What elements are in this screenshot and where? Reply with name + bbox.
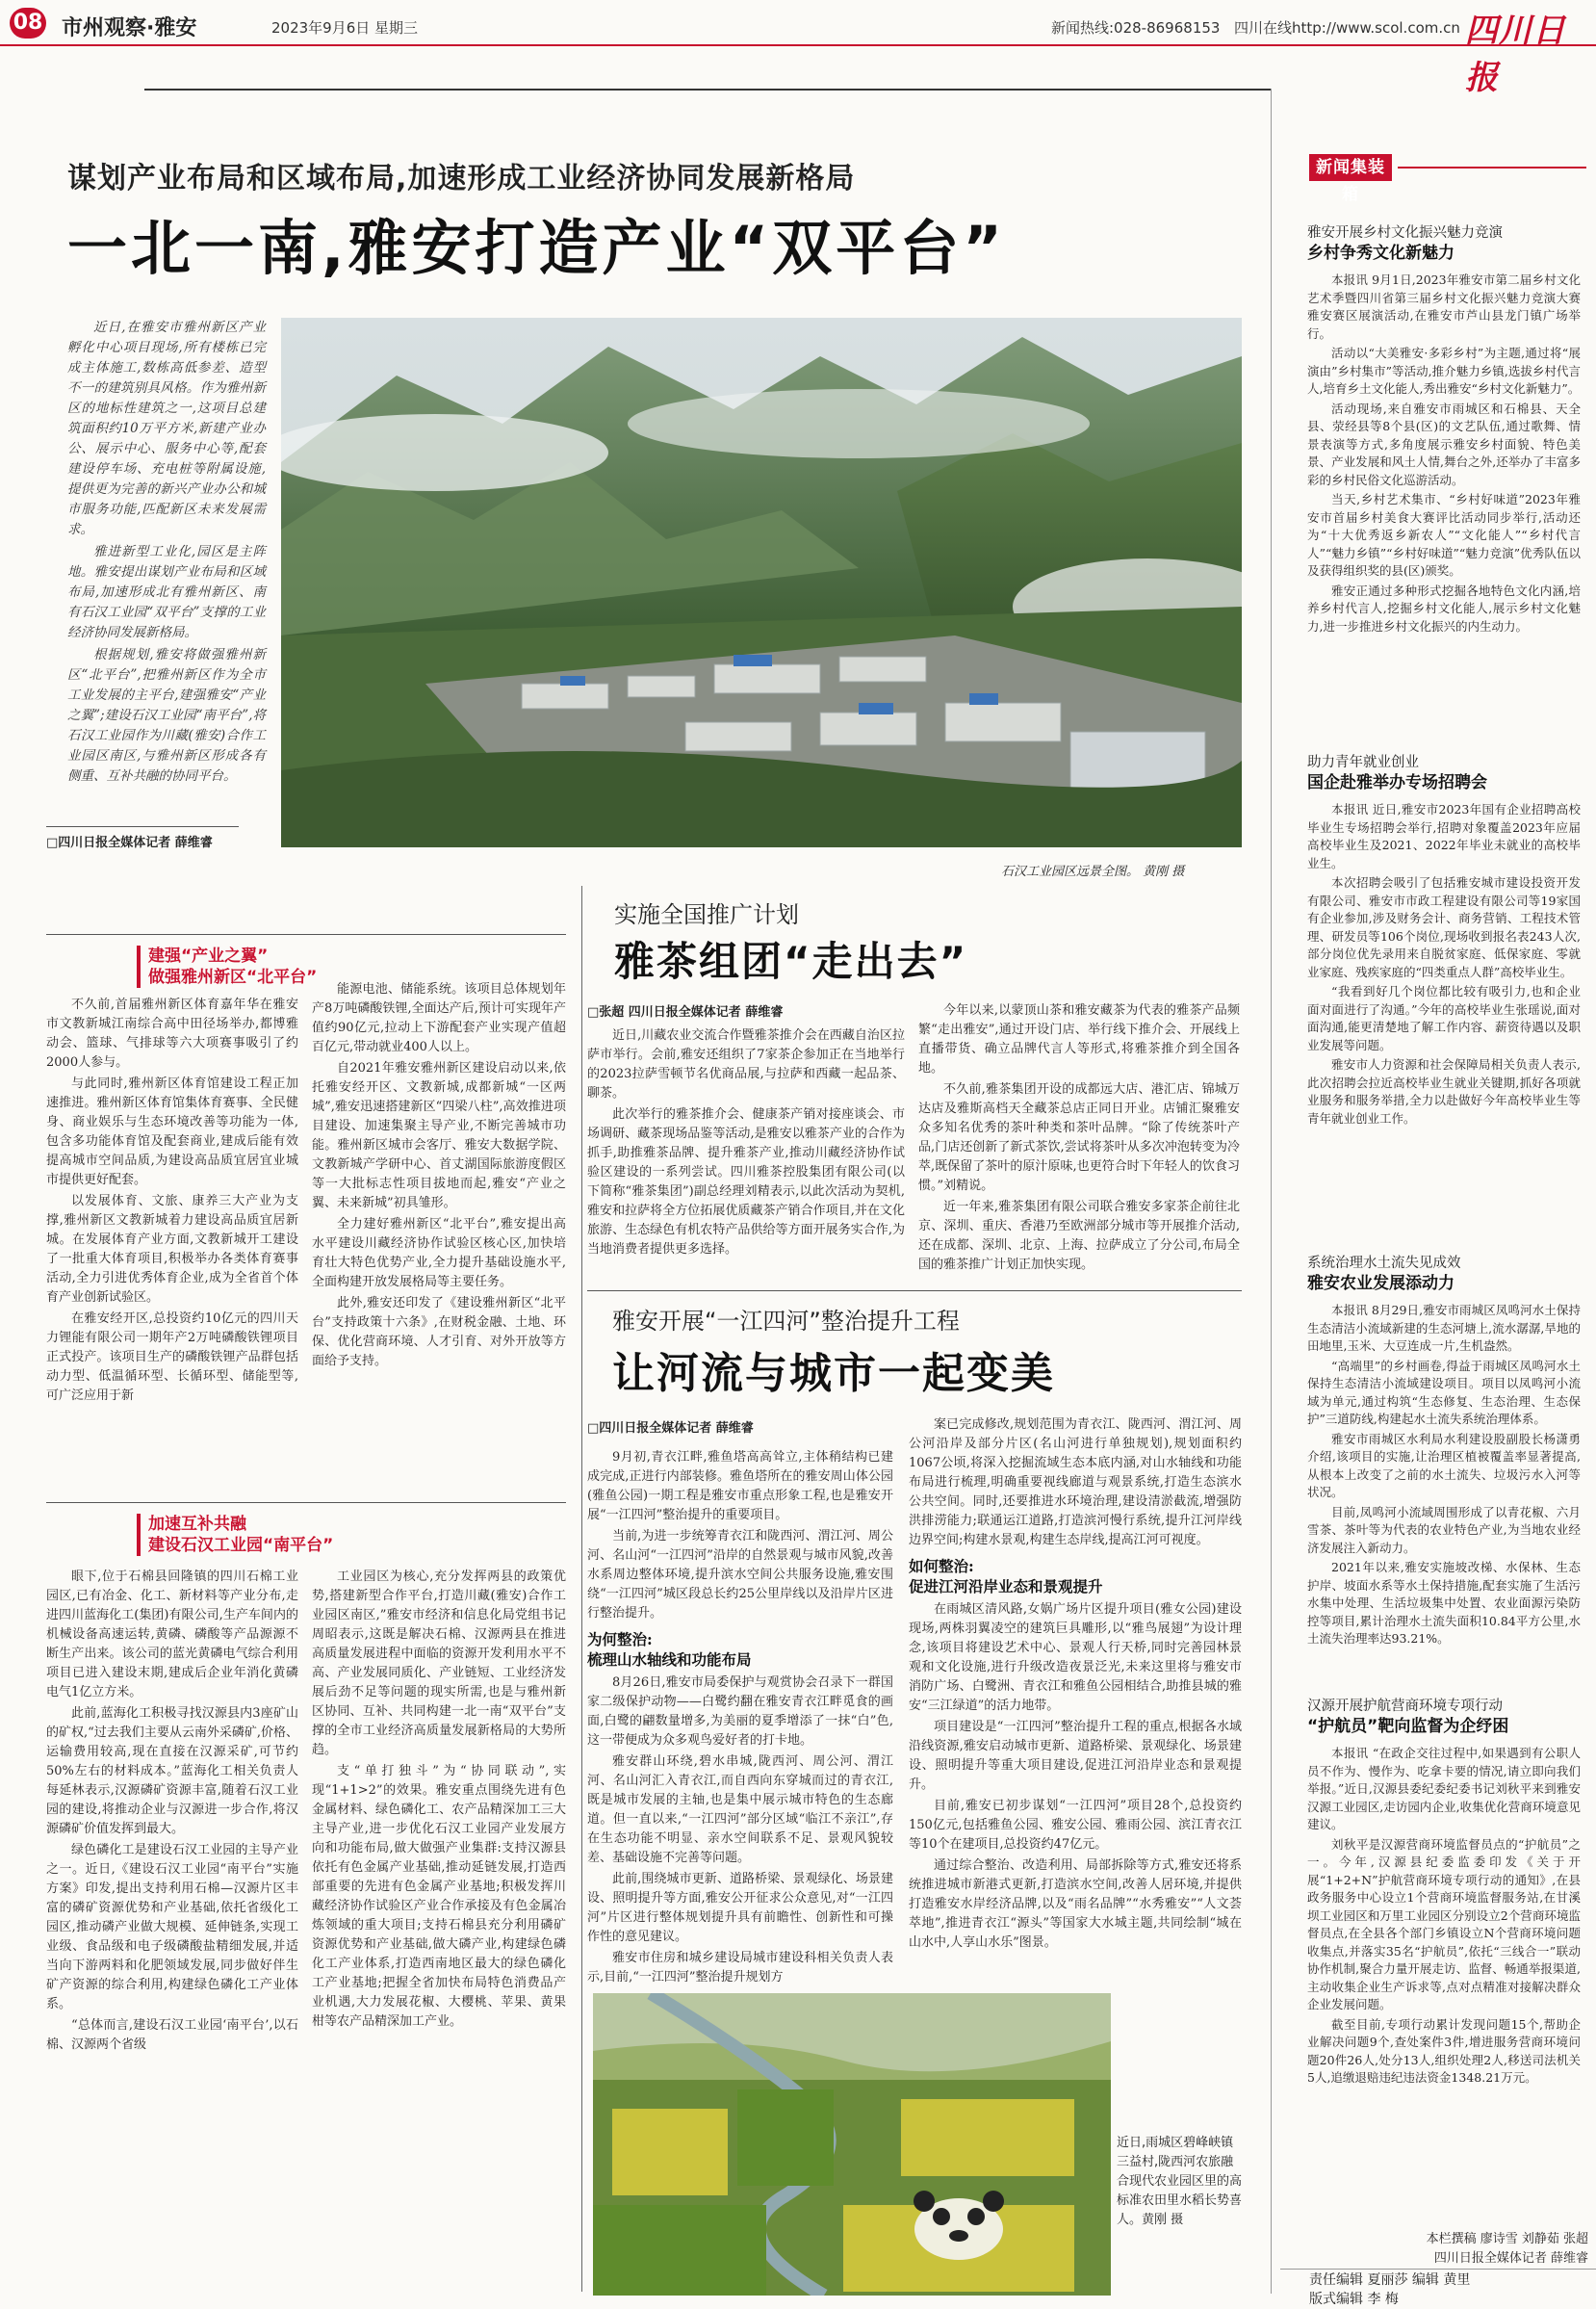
subhead-line: 加速互补共融 [148, 1515, 246, 1534]
sidebar-news-1 [1307, 223, 1581, 637]
paragraph: 在雅安经开区,总投资约10亿元的四川天力锂能有限公司一期年产2万吨磷酸铁锂项目正式投产。该项目生产的磷酸铁锂产品群包括动力型、低温循环型、长循环型、储能型等,可广泛应用于新 [46, 1311, 298, 1403]
tea-column-2 [918, 1001, 1240, 1277]
page-header [0, 0, 1596, 97]
main-column-1 [46, 996, 298, 1408]
paragraph: 支“单打独斗”为“协同联动”,实现“1+1>2”的效果。雅安重点围绕先进有色金属材料、绿色磷化工、农产品精深加工三大主导产业,进一步优化石汉工业园产业发展方向和功能布局,做大做强产业集群:支持汉源县依托有色金属产业基础,推动延链发展,打造西部重要的先进有色金属产业基地;积极发挥川藏经济协作试验区产业合作承接及有色金属冶炼领域的重大项目;支持石棉县充分利用磷矿资源优势和产业基础,做大磷产业,构建绿色磷化工产业体系,打造西南地区最大的绿色磷化工产业基地;把握全省加快布局特色消费品产业机遇,大力发展花椒、大樱桃、苹果、黄果柑等农产品精深加工产业。 [312, 1764, 566, 2029]
website-link[interactable]: 四川在线http://www.scol.com.cn [1234, 19, 1460, 37]
paragraph: 雅安市人力资源和社会保障局相关负责人表示,此次招聘会拉近高校毕业生就业关键期,抓好各项就业服务和服务举措,全力以赴做好今年高校毕业生等青年就业创业工作。 [1307, 1057, 1581, 1126]
news-subtitle: 雅安开展乡村文化振兴魅力竞演 [1307, 225, 1503, 241]
river-photo-caption: 近日,雨城区碧峰峡镇三益村,陇西河农旅融合现代农业园区里的高标准农田里水稻长势喜人。黄刚 摄 [1117, 2136, 1243, 2227]
tea-column-1 [587, 1026, 905, 1261]
editor-credits [1309, 2270, 1470, 2309]
news-title: 国企赴雅举办专场招聘会 [1307, 773, 1487, 792]
credit-line: 四川日报全媒体记者 薛维睿 [1433, 2251, 1588, 2266]
badge-label: 新闻集装箱 [1309, 154, 1392, 181]
main-lead [67, 318, 266, 789]
news-hotline: 新闻热线:028-86968153 [1051, 19, 1221, 37]
sidebar-news-4 [1307, 1697, 1581, 2089]
tea-byline: □张超 四川日报全媒体记者 薛维睿 [587, 1005, 784, 1020]
paragraph: 雅安市住房和城乡建设局城市建设科相关负责人表示,目前,“一江四河”整治提升规划方 [587, 1951, 893, 1985]
river-headline: 让河流与城市一起变美 [612, 1349, 1055, 1398]
credit-line: 本栏撰稿 廖诗雪 刘静茹 张超 [1426, 2232, 1588, 2246]
photo-caption: 石汉工业园区远景全图。 黄刚 摄 [1001, 865, 1185, 879]
lead-paragraph: 雅进新型工业化,园区是主阵地。雅安提出谋划产业布局和区域布局,加速形成北有雅州新区、南有石汉工业园“双平台”支撑的工业经济协同发展新格局。 [67, 544, 266, 640]
news-subtitle: 助力青年就业创业 [1307, 755, 1419, 770]
paragraph: 此前,蓝海化工积极寻找汉源县内3座矿山的矿权,“过去我们主要从云南外采磷矿,价格、运输费用较高,现在直接在汉源采矿,可节约50%左右的材料成本。”蓝海化工相关负责人每延林表示,汉源磷矿资源丰富,随着石汉工业园的建设,将推动企业与汉源进一步合作,将汉源磷矿价值发挥到最大。 [46, 1706, 298, 1836]
paragraph: 工业园区为核心,充分发挥两县的政策优势,搭建新型合作平台,打造川藏(雅安)合作工业园区南区,”雅安市经济和信息化局党组书记周昭表示,这既是解决石棉、汉源两县在推进高质量发展进程中面临的资源开发利用水平不高、产业发展同质化、产业链短、工业经济发展后劲不足等问题的现实所需,也是与雅州新区协同、互补、共同构建一北一南“双平台”支撑的全市工业经济高质量发展新格局的大势所趋。 [312, 1570, 566, 1757]
issue-date: 2023年9月6日 星期三 [271, 19, 419, 37]
paragraph: 雅安正通过多种形式挖掘各地特色文化内涵,培养乡村代言人,挖掘乡村文化能人,展示乡村文化魅力,进一步推进乡村文化振兴的内生动力。 [1307, 583, 1581, 634]
subhead-line: 为何整治: [587, 1630, 653, 1648]
subhead-line: 如何整治: [909, 1557, 974, 1575]
lead-paragraph: 根据规划,雅安将做强雅州新区“北平台”,把雅州新区作为全市工业发展的主平台,建强雅安“产业之翼”;建设石汉工业园“南平台”,将石汉工业园作为川藏(雅安)合作工业园区南区,与雅州新区形成各有侧重、互补共融的协同平台。 [67, 647, 266, 784]
tea-headline: 雅茶组团“走出去” [614, 938, 968, 985]
river-column-1 [587, 1448, 893, 1989]
paragraph: 目前,雅安已初步谋划“一江四河”项目28个,总投资约150亿元,包括雅鱼公园、雅安公园、雅雨公园、滨江青衣江等10个在建项目,总投资约47亿元。 [909, 1799, 1242, 1852]
main-column-2 [312, 980, 566, 1373]
paragraph: 项目建设是“一江四河”整治提升工程的重点,根据各水域沿线资源,雅安启动城市更新、道路桥梁、景观绿化、场景建设、照明提升等重大项目建设,促进江河沿岸业态和景观提升。 [909, 1720, 1242, 1792]
main-column-3 [46, 1568, 298, 2057]
news-title: 雅安农业发展添动力 [1307, 1274, 1454, 1293]
paragraph: 不久前,雅茶集团开设的成都远大店、港汇店、锦城万达店及雅斯高档天全藏茶总店正同日开业。店铺汇聚雅安众多知名优秀的茶叶种类和茶叶品牌。“除了传统茶叶产品,门店还创新了新式茶饮,尝试将茶叶从多次冲泡转变为冷萃,既保留了茶叶的原汁原味,也更符合时下年轻人的饮食习惯。”刘精说。 [918, 1082, 1240, 1193]
river-column-2 [909, 1415, 1242, 1955]
paragraph: 此次举行的雅茶推介会、健康茶产销对接座谈会、市场调研、藏茶现场品鉴等活动,是雅安以雅茶产业的合作为抓手,助推雅茶品牌、提升雅茶产业,推动川藏经济协作试验区建设的一系列尝试。四川雅茶控股集团有限公司(以下简称“雅茶集团”)副总经理刘精表示,以此次活动为契机,雅安和拉萨将全方位拓展优质藏茶产销合作项目,并在文化旅游、生态绿色有机农特产品供给等方面开展务实合作,为当地消费者提供更多选择。 [587, 1107, 905, 1257]
lead-paragraph: 近日,在雅安市雅州新区产业孵化中心项目现场,所有楼栋已完成主体施工,数栋高低参差、造型不一的建筑别具风格。作为雅州新区的地标性建筑之一,这项目总建筑面积约10万平方米,新建产业办公、展示中心、服务中心等,配套建设停车场、充电桩等附属设施,提供更为完善的新兴产业办公和城市服务功能,匹配新区未来发展需求。 [67, 320, 266, 537]
sidebar-news-2 [1307, 753, 1581, 1129]
paragraph: 今年以来,以蒙顶山茶和雅安藏茶为代表的雅茶产品频繁“走出雅安”,通过开设门店、举行线下推介会、开展线上直播带货、确立品牌代言人等形式,将雅茶推介到全国各地。 [918, 1003, 1240, 1076]
main-byline: □四川日报全媒体记者 薛维睿 [46, 836, 213, 850]
paragraph: 在雨城区清风路,女娲广场片区提升项目(雅女公园)建设现场,两株羽翼凌空的建筑巨具雕形,以“雅鸟展翅”为设计理念,该项目将建设艺术中心、景观人行天桥,同时完善园林景观和文化设施,进行升级改造夜景泛光,未来这里将与雅安市消防广场、白鹭洲、青衣江和雅鱼公园相结合,助推县城的雅安“三江绿道”的活力地带。 [909, 1602, 1242, 1713]
paragraph: 自2021年雅安雅州新区建设启动以来,依托雅安经开区、文教新城,成都新城“一区两城”,雅安迅速搭建新区“四梁八柱”,高效推进项目建设、加速集聚主导产业,不断完善城市功能。雅州新区城市会客厅、雅安大数据学院、文教新城产学研中心、首丈湖国际旅游度假区等一大批标志性项目拔地而起,雅安“产业之翼、未来新城”初具雏形。 [312, 1061, 566, 1210]
editor-line: 版式编辑 李 梅 [1309, 2292, 1399, 2307]
paragraph: 活动现场,来自雅安市雨城区和石棉县、天全县、荥经县等8个县(区)的文艺队伍,通过歌舞、情景表演等方式,多角度展示雅安乡村面貌、特色美景、产业发展和风土人情,舞台之外,还举办了丰富多彩的乡村民俗文化巡游活动。 [1307, 401, 1581, 487]
paragraph: 本报讯 近日,雅安市2023年国有企业招聘高校毕业生专场招聘会举行,招聘对象覆盖2023年应届高校毕业生及2021、2022年毕业未就业的高校毕业生。 [1307, 802, 1581, 870]
paragraph: 当天,乡村艺术集市、“乡村好味道”2023年雅安市首届乡村美食大赛评比活动同步举行,活动还为“十大优秀返乡新农人”“文化能人”“乡村代言人”“魅力乡镇”“乡村好味道”“魅力竞演”优秀队伍以及获得组织奖的县(区)颁奖。 [1307, 492, 1581, 578]
industrial-park-photo [281, 318, 1242, 847]
paragraph: 活动以“大美雅安·多彩乡村”为主题,通过将“展演由”乡村集市”等活动,推介魅力乡镇,选拔乡村代言人,培育乡土文化能人,秀出雅安“乡村文化新魅力”。 [1307, 346, 1581, 396]
paragraph: 2021年以来,雅安实施坡改梯、水保林、生态护岸、坡面水系等水土保持措施,配套实施了生活污水集中处理、生活垃圾集中处置、农业面源污染防控等项目,累计治理水土流失面积10.84平方公里,水土流失治理率达93.21%。 [1307, 1560, 1581, 1646]
news-subtitle: 汉源开展护航营商环境专项行动 [1307, 1699, 1503, 1714]
paragraph: 本次招聘会吸引了包括雅安城市建设投资开发有限公司、雅安市市政工程建设有限公司等19家国有企业参加,涉及财务会计、商务营销、工程技术管理、研发员等106个岗位,现场收到报名表243人次,部分岗位优先录用来自脱贫家庭、低保家庭、零就业家庭、残疾家庭的“四类重点人群”高校毕业生。 [1307, 875, 1581, 979]
paragraph: 此外,雅安还印发了《建设雅州新区“北平台”支持政策十六条》,在财税金融、土地、环保、优化营商环境、人才引育、对外开放等方面给予支持。 [312, 1296, 566, 1368]
paragraph: 当前,为进一步统筹青衣江和陇西河、渭江河、周公河、名山河“一江四河”沿岸的自然景观与城市风貌,改善水系周边整体环境,提升滨水空间公共服务设施,雅安围绕“一江四河”城区段总长约25公里岸线以及沿岸片区进行整治提升。 [587, 1529, 893, 1621]
news-title: “护航员”靶向监督为企纾困 [1307, 1717, 1509, 1736]
river-byline: □四川日报全媒体记者 薛维睿 [587, 1421, 754, 1436]
sidebar-news-3 [1307, 1254, 1581, 1650]
paragraph: “我看到好几个岗位都比较有吸引力,也和企业面对面进行了沟通。”今年的高校毕业生张瑶说,面对面沟通,能更清楚地了解工作内容、薪资待遇以及职业发展等问题。 [1307, 984, 1581, 1052]
newspaper-logo: 四川日报 [1465, 12, 1566, 97]
section-name: 市州观察·雅安 [62, 16, 197, 40]
editor-line: 责任编辑 夏丽莎 编辑 黄里 [1309, 2272, 1471, 2288]
farmland-river-photo [593, 1993, 1111, 2296]
paragraph: 案已完成修改,规划范围为青衣江、陇西河、渭江河、周公河沿岸及部分片区(名山河进行单独规划),规划面积约1067公顷,将深入挖掘流域生态本底内涵,对山水轴线和功能布局进行梳理,明确重要视线廊道与观景系统,打造生态滨水公共空间。同时,还要推进水环境治理,建设清淤截流,增强防洪排涝能力;联通运江道路,打造滨河慢行系统,提升江河岸线边界空间;构建水景观,构建生态岸线,提高江河可视度。 [909, 1417, 1242, 1547]
paragraph: 雅安群山环绕,碧水串城,陇西河、周公河、渭江河、名山河汇入青衣江,而自西向东穿城而过的青衣江,既是城市发展的主轴,也是集中展示城市特色的生态廊道。但一直以来,“一江四河”部分区域“临江不亲江”,存在生态功能不明显、亲水空间联系不足、景观风貌较差、基础设施不完善等问题。 [587, 1754, 893, 1865]
subhead-line: 建强“产业之翼” [148, 947, 269, 966]
paragraph: 近一年来,雅茶集团有限公司联合雅安多家茶企前往北京、深圳、重庆、香港乃至欧洲部分城市等开展推介活动,还在成都、深圳、北京、上海、拉萨成立了分公司,布局全国的雅茶推广计划正加快实现。 [918, 1200, 1240, 1272]
paragraph: 8月26日,雅安市局委保护与观赏协会召录下一群国家二级保护动物——白鹭约翻在雅安青衣江畔觅食的画面,白鹭的翩数量增多,为美丽的夏季增添了一抹“白”色,这一带便成为众多观鸟爱好者的打卡地。 [587, 1675, 893, 1748]
subhead-line: 促进江河沿岸业态和景观提升 [909, 1577, 1103, 1596]
paragraph: 刘秋平是汉源营商环境监督员点的“护航员”之一。今年,汉源县纪委监委印发《关于开展“1+2+N”护航营商环境专项行动的通知》,在县政务服务中心设立1个营商环境监督服务站,在甘溪坝工业园区和万里工业园区分别设立2个营商环境监督员点,在全县各个部门乡镇设立N个营商环境问题收集点,并落实35名“护航员”,依托“三线合一”联动协作机制,聚合力量开展走访、监督、畅通举报渠道,主动收集企业生产诉求等,点对点精准对接解决群众企业发展问题。 [1307, 1836, 1581, 2011]
paragraph: 雅安市雨城区水利局水利建设股副股长杨潇勇介绍,该项目的实施,让治理区植被覆盖率显著提高,从根本上改变了之前的水土流失、垃圾污水入河等状况。 [1307, 1431, 1581, 1499]
paragraph: 此前,围绕城市更新、道路桥梁、景观绿化、场景建设、照明提升等方面,雅安公开征求公众意见,对“一江四河”片区进行整体规划提升具有前瞻性、创新性和可操作性的意见建议。 [587, 1872, 893, 1944]
main-column-4 [312, 1568, 566, 2034]
paragraph: 以发展体育、文旅、康养三大产业为支撑,雅州新区文教新城着力建设高品质宜居新城。在发展体育产业方面,文教新城开工建设了一批重大体育项目,积极举办各类体育赛事活动,全力引进优秀体育企业,成为全省首个体育产业创新试验区。 [46, 1194, 298, 1305]
tea-kicker: 实施全国推广计划 [614, 901, 799, 928]
paragraph: “高端里”的乡村画卷,得益于雨城区凤鸣河水土保持生态清洁小流域建设项目。项目以凤鸣河小流域为单元,通过构筑“生态修复、生态治理、生态保护”三道防线,构建起水土流失系统治理体系。 [1307, 1358, 1581, 1426]
paragraph: 近日,川藏农业交流合作暨雅茶推介会在西藏自治区拉萨市举行。会前,雅安还组织了7家茶企参加正在当地举行的2023拉萨雪顿节名优商品展,与拉萨和西藏一起品茶、聊茶。 [587, 1028, 905, 1101]
main-headline: 一北一南,雅安打造产业“双平台” [67, 213, 1007, 283]
paragraph: 能源电池、储能系统。该项目总体规划年产8万吨磷酸铁锂,全面达产后,预计可实现年产值约90亿元,拉动上下游配套产业实现产值超百亿元,带动就业400人以上。 [312, 982, 566, 1054]
river-subhead-how [909, 1556, 1242, 1596]
paragraph: 全力建好雅州新区“北平台”,雅安提出高水平建设川藏经济协作试验区核心区,加快培育壮大特色优势产业,全力提升基础设施水平,全面构建开放发展格局等主要任务。 [312, 1217, 566, 1289]
paragraph: 与此同时,雅州新区体育馆建设工程正加速推进。雅州新区体育馆集体育赛事、全民健身、商业娱乐与生态环境改善等功能为一体,包含多功能体育馆及配套商业,建成后能有效提高城市空间品质,为建设高品质宜居宜业城市提供更好配套。 [46, 1077, 298, 1187]
news-subtitle: 系统治理水土流失见成效 [1307, 1256, 1461, 1271]
river-subhead-why [587, 1629, 893, 1670]
sidebar-credits [1357, 2230, 1588, 2269]
subhead-south-platform [137, 1514, 483, 1556]
page-number: 08 [10, 8, 46, 39]
main-kicker: 谋划产业布局和区域布局,加速形成工业经济协同发展新格局 [67, 162, 856, 195]
paragraph: “总体而言,建设石汉工业园‘南平台’,以石棉、汉源两个省级 [46, 2018, 298, 2052]
news-box-badge [1309, 154, 1594, 204]
subhead-line: 做强雅州新区“北平台” [148, 968, 318, 987]
subhead-line: 梳理山水轴线和功能布局 [587, 1650, 752, 1669]
paragraph: 绿色磷化工是建设石汉工业园的主导产业之一。近日,《建设石汉工业园“南平台”实施方案》印发,提出支持利用石棉—汉源片区丰富的磷矿资源优势和产业基础,依托省级化工园区,推动磷产业做大规模、延伸链条,实现工业级、食品级和电子级磷酸盐精细发展,并适当向下游两料和化肥领域发展,同步做好伴生矿产资源的综合利用,构建绿色磷化工产业体系。 [46, 1843, 298, 2011]
paragraph: 截至目前,专项行动累计发现问题15个,帮助企业解决问题9个,查处案件3件,增进服务营商环境问题20件26人,处分13人,组织处理2人,移送司法机关5人,追缴退赔违纪违法资金1348.21万元。 [1307, 2016, 1581, 2085]
subhead-line: 建设石汉工业园“南平台” [148, 1536, 334, 1555]
paragraph: 本报讯 “在政企交往过程中,如果遇到有公职人员不作为、慢作为、吃拿卡要的情况,请立即向我们举报。”近日,汉源县委纪委纪委书记刘秋平来到雅安汉源工业园区,走访园内企业,收集优化营商环境意见建议。 [1307, 1746, 1581, 1831]
river-kicker: 雅安开展“一江四河”整治提升工程 [612, 1308, 960, 1335]
paragraph: 本报讯 8月29日,雅安市雨城区凤鸣河水土保持生态清洁小流域新建的生态河塘上,流水潺潺,旱地的田地里,玉米、大豆连成一片,生机盎然。 [1307, 1303, 1581, 1353]
paragraph: 9月初,青衣江畔,雅鱼塔高高耸立,主体稍结构已建成完成,正进行内部装修。雅鱼塔所在的雅安周山体公园(雅鱼公园)一期工程是雅安市重点形象工程,也是雅安开展“一江四河”整治提升的重要项目。 [587, 1450, 893, 1522]
news-title: 乡村争秀文化新魅力 [1307, 244, 1454, 263]
paragraph: 本报讯 9月1日,2023年雅安市第二届乡村文化艺术季暨四川省第三届乡村文化振兴魅力竞演大赛雅安赛区展演活动,在雅安市芦山县龙门镇广场举行。 [1307, 272, 1581, 341]
paragraph: 目前,凤鸣河小流域周围形成了以青花椒、六月雪茶、茶叶等为代表的农业特色产业,为当地农业经济发展注入新动力。 [1307, 1504, 1581, 1555]
paragraph: 不久前,首届雅州新区体育嘉年华在雅安市文教新城江南综合高中田径场举办,都博雅动会、篮球、气排球等六大项赛事吸引了约2000人参与。 [46, 998, 298, 1070]
paragraph: 通过综合整治、改造利用、局部拆除等方式,雅安还将系统推进城市新港式更新,打造滨水空间,改善人居环境,并提供打造雅安水岸经济品牌,以及“雨名品牌”“水秀雅安”“人文荟萃地”,推进青衣江“源头”等国家大水城主题,共同绘制“城在山水中,人享山水乐”图景。 [909, 1858, 1242, 1950]
paragraph: 眼下,位于石棉县回隆镇的四川石棉工业园区,已有冶金、化工、新材料等产业分布,走进四川蓝海化工(集团)有限公司,生产车间内的机械设备高速运转,黄磷、磷酸等产品源源不断生产出来。该公司的蓝光黄磷电气综合利用项目已进入建设末期,建成后企业年消化黄磷电气1亿立方米。 [46, 1570, 298, 1699]
